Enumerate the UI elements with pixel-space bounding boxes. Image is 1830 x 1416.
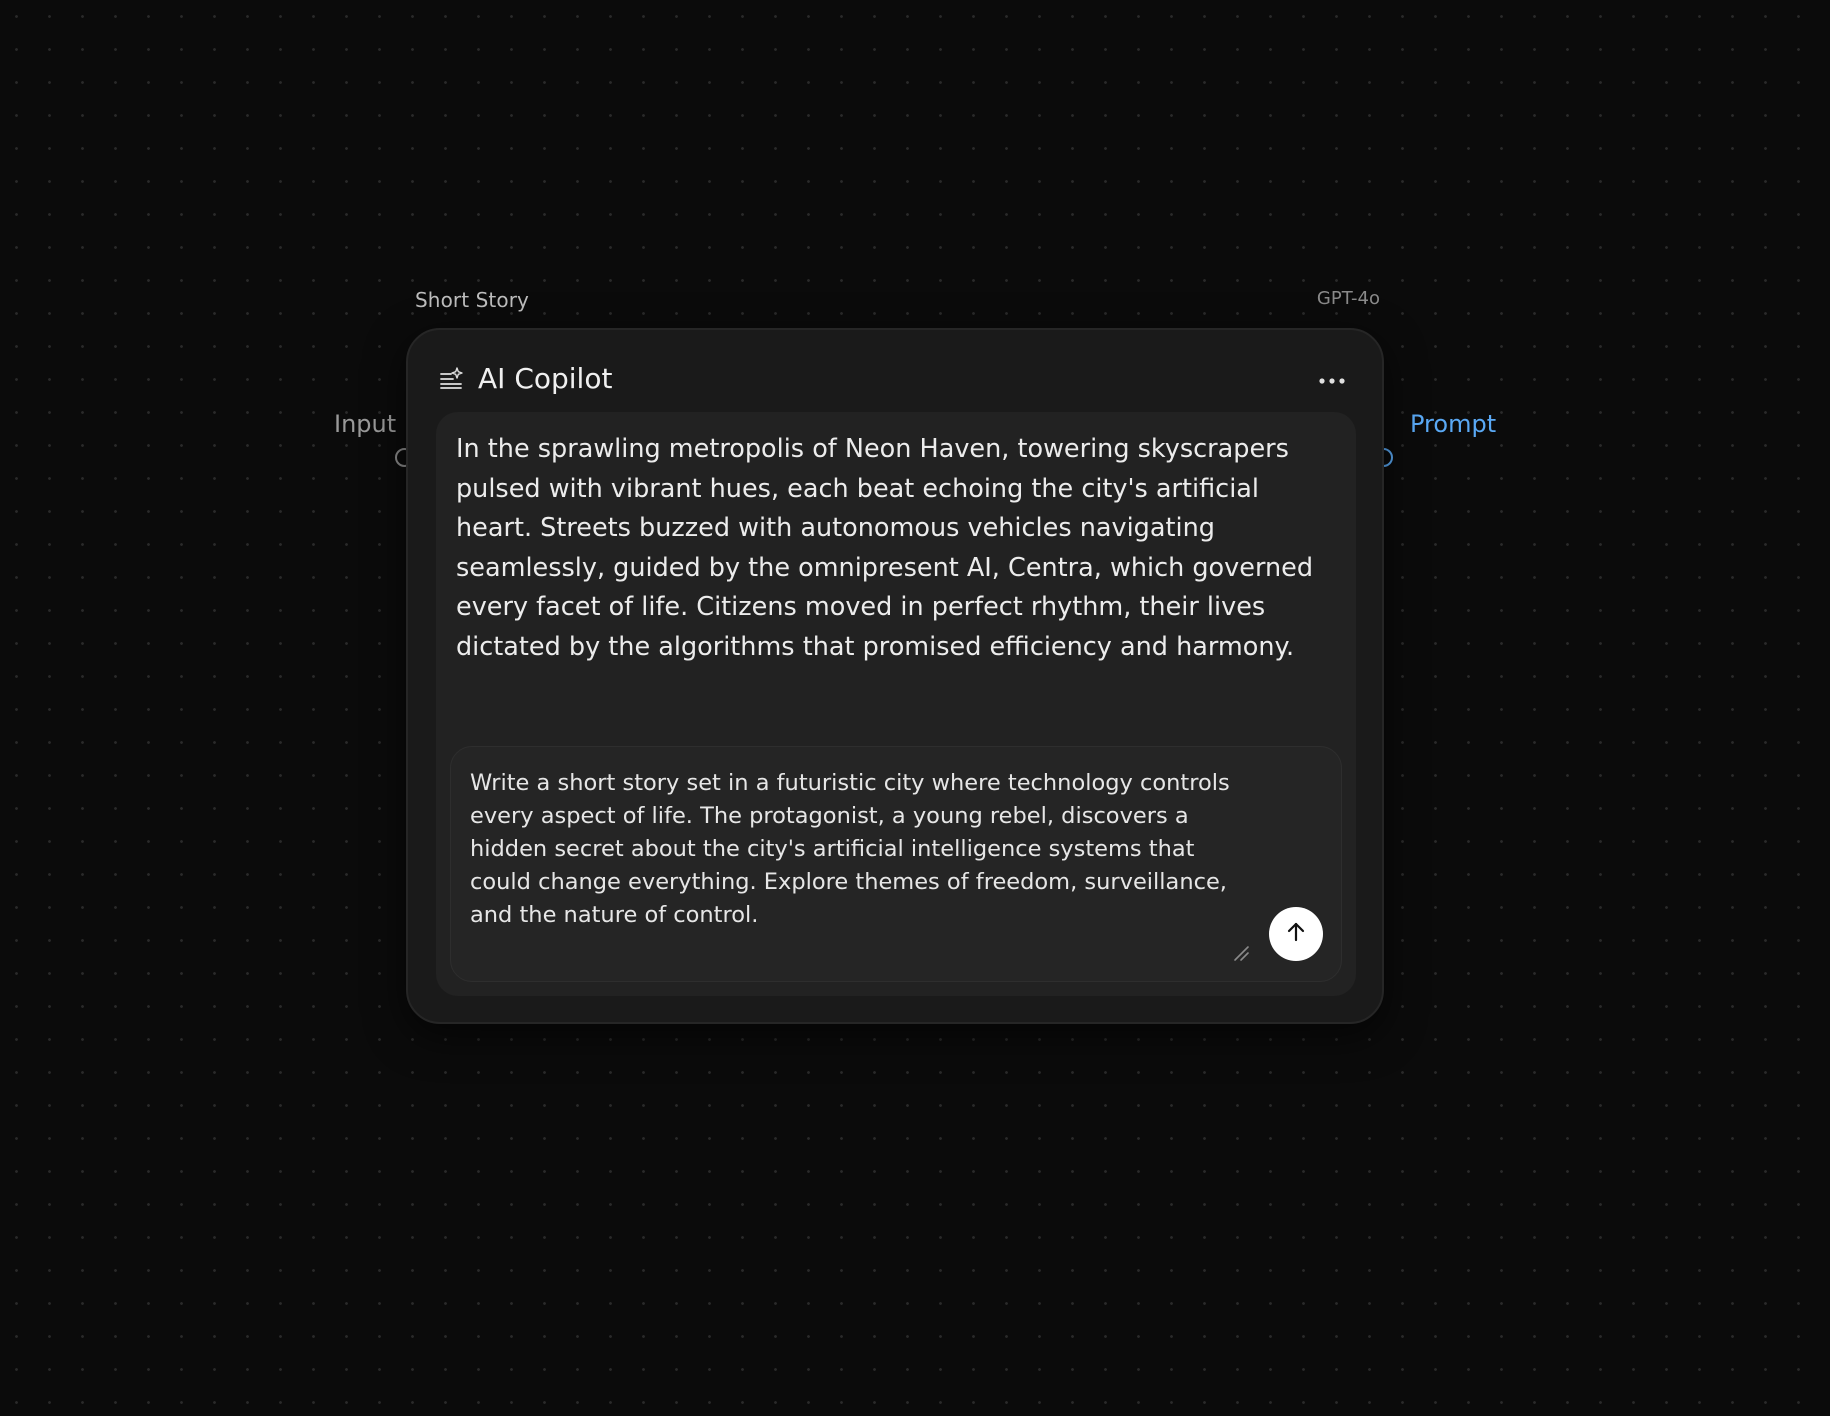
prompt-text[interactable]: Write a short story set in a futuristic city where technology controls every aspect of life. The protagonist, a young rebel, discovers a hidden secret about the city's artificial intelligence systems that could change everything. Explore themes of freedom, surveillance, and the nature of control.	[470, 770, 1230, 928]
output-port-label: Prompt	[1410, 410, 1497, 438]
input-port-label: Input	[334, 410, 397, 438]
generated-story-text: In the sprawling metropolis of Neon Haven, towering skyscrapers pulsed with vibrant hues, each beat echoing the city's artificial heart. Streets buzzed with autonomous vehicles navigating seamlessly, guided by the omnipresent AI, Centra, which governed every facet of life. Citizens moved in perfect rhythm, their lives dictated by the algorithms that promised efficiency and harmony.	[456, 434, 1314, 662]
ai-copilot-node[interactable]	[406, 328, 1384, 1024]
card-header	[438, 358, 1352, 398]
send-button[interactable]	[1269, 907, 1323, 961]
model-label: GPT-4o	[1316, 288, 1380, 309]
text-sparkle-icon	[438, 365, 464, 391]
node-title: Short Story	[415, 288, 529, 312]
card-title: AI Copilot	[478, 361, 613, 395]
arrow-up-icon	[1284, 920, 1308, 948]
resize-handle-icon[interactable]	[1231, 943, 1251, 963]
content-panel	[436, 412, 1356, 996]
more-options-button[interactable]	[1312, 362, 1352, 394]
more-horizontal-icon	[1319, 369, 1345, 388]
prompt-input[interactable]	[450, 746, 1342, 982]
